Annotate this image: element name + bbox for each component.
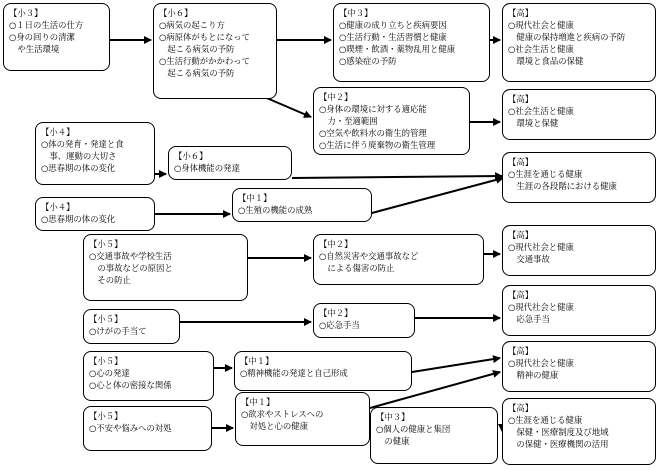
box-title: 【小５】 (89, 314, 123, 324)
box-title: 【小４】 (41, 202, 75, 212)
box-title: 【中３】 (339, 8, 373, 18)
box-line: ○身体の環境に対する適応能 (319, 104, 427, 114)
box-line: ○不安や悩みへの対処 (89, 423, 172, 433)
box-line: ○現代社会と健康 (508, 302, 574, 312)
box-h5 (502, 285, 656, 336)
box-j3a (333, 3, 490, 82)
box-line: ○現代社会と健康 (508, 20, 574, 30)
box-title: 【中２】 (319, 92, 353, 102)
box-title: 【高】 (508, 8, 534, 18)
arrow-s6-j2a (262, 96, 311, 117)
box-h1 (502, 3, 656, 82)
box-line: 交通事故 (508, 254, 550, 264)
box-title: 【小５】 (89, 239, 123, 249)
box-line: の事故などの原因と (89, 263, 173, 273)
box-line: ○心と体の密接な関係 (89, 380, 172, 390)
box-line: ○生殖の機能の成熟 (238, 205, 313, 215)
box-line: ○身体機能の発達 (174, 163, 240, 173)
box-line: ○１日の生活の仕方 (9, 20, 84, 30)
box-title: 【高】 (508, 346, 534, 356)
box-line: ○生活行動がかかわって (159, 56, 250, 66)
box-h7 (502, 398, 656, 465)
box-line: ○病原体がもとになって (159, 32, 251, 42)
box-line: 環境と保健 (508, 118, 559, 128)
box-title: 【高】 (508, 290, 534, 300)
arrow-s6b-h3 (292, 176, 502, 178)
box-title: 【小５】 (89, 411, 123, 421)
box-title: 【高】 (508, 157, 534, 167)
box-line: ○現代社会と健康 (508, 242, 574, 252)
box-j3b (370, 407, 498, 464)
box-s6a (153, 3, 277, 99)
box-line: ○体の発育・発達と食 (41, 139, 124, 149)
box-line: 精神の健康 (508, 370, 559, 380)
box-j1c (235, 392, 370, 446)
box-line: ○社会生活と健康 (508, 106, 574, 116)
box-line: 応急手当 (508, 314, 550, 324)
box-s6b (168, 146, 292, 180)
box-s4a (35, 122, 155, 185)
box-title: 【小６】 (159, 8, 193, 18)
box-line: ○生活に伴う廃棄物の衛生管理 (319, 140, 436, 150)
box-title: 【高】 (508, 230, 534, 240)
box-line: 事、運動の大切さ (41, 151, 117, 161)
box-title: 【高】 (508, 94, 534, 104)
box-line: 起こる病気の予防 (159, 68, 235, 78)
box-title: 【中２】 (319, 308, 353, 318)
box-line: ○感染症の予防 (339, 56, 397, 66)
box-title: 【小６】 (174, 151, 208, 161)
box-h2 (502, 89, 656, 140)
box-line: ○思春期の体の変化 (41, 163, 116, 173)
box-line: 健康の保持増進と疾病の予防 (508, 32, 626, 42)
box-s5d (83, 406, 212, 451)
box-line: ○精神機能の発達と自己形成 (240, 368, 348, 378)
box-s5b (83, 309, 180, 344)
box-title: 【中３】 (376, 412, 410, 422)
box-s4b (35, 197, 155, 231)
box-line: 生涯の各段階における健康 (508, 181, 617, 191)
box-line: ○自然災害や交通事故など (319, 251, 419, 261)
box-j2a (313, 87, 470, 155)
box-line: ○生活行動・生活習慣と健康 (339, 32, 447, 42)
box-line: 起こる病気の予防 (159, 44, 235, 54)
box-line: の保健・医療機関の活用 (508, 439, 609, 449)
box-line: ○生涯を通じる健康 (508, 415, 583, 425)
box-line: ○けがの手当て (89, 326, 147, 336)
box-line: ○身の回りの清潔 (9, 32, 75, 42)
box-line: や生活環境 (9, 44, 60, 54)
box-line: 環境と食品の保健 (508, 56, 584, 66)
box-s5c (83, 351, 214, 401)
box-line: ○社会生活と健康 (508, 44, 574, 54)
box-j1a (232, 188, 372, 222)
box-j2c (313, 303, 415, 338)
box-s5a (83, 234, 248, 301)
box-title: 【小４】 (41, 127, 75, 137)
box-line: 力・至適範囲 (319, 116, 378, 126)
box-line: 対処と心の健康 (241, 421, 308, 431)
box-title: 【中１】 (238, 193, 272, 203)
box-line: ○応急手当 (319, 320, 360, 330)
arrow-j1a-h3 (372, 178, 503, 213)
box-line: ○現代社会と健康 (508, 358, 574, 368)
box-line: その防止 (89, 275, 131, 285)
box-title: 【小５】 (89, 356, 123, 366)
box-s3 (3, 3, 110, 71)
box-line: ○欲求やストレスへの (241, 409, 324, 419)
box-title: 【小３】 (9, 8, 43, 18)
box-h6 (502, 341, 656, 392)
box-title: 【中１】 (241, 397, 275, 407)
box-line: ○生涯を通じる健康 (508, 169, 583, 179)
box-title: 【中１】 (240, 356, 274, 366)
box-line: ○交通事故や学校生活 (89, 251, 172, 261)
box-line: ○空気や飲料水の衛生的管理 (319, 128, 427, 138)
box-line: ○健康の成り立ちと疾病要因 (339, 20, 447, 30)
box-line: の健康 (376, 436, 410, 446)
arrow-j1b-h6 (412, 358, 500, 372)
box-line: ○思春期の体の変化 (41, 214, 116, 224)
box-j2b (313, 234, 484, 285)
box-line: 保健・医療制度及び地域 (508, 427, 609, 437)
box-title: 【中２】 (319, 239, 353, 249)
box-h3 (502, 152, 656, 203)
box-line: ○個人の健康と集団 (376, 424, 451, 434)
box-h4 (502, 225, 656, 276)
box-line: ○病気の起こり方 (159, 20, 225, 30)
box-line: ○心の発達 (89, 368, 130, 378)
box-line: ○喫煙・飲酒・薬物乱用と健康 (339, 44, 456, 54)
box-j1b (234, 351, 412, 391)
box-line: による傷害の防止 (319, 263, 395, 273)
box-title: 【高】 (508, 403, 534, 413)
